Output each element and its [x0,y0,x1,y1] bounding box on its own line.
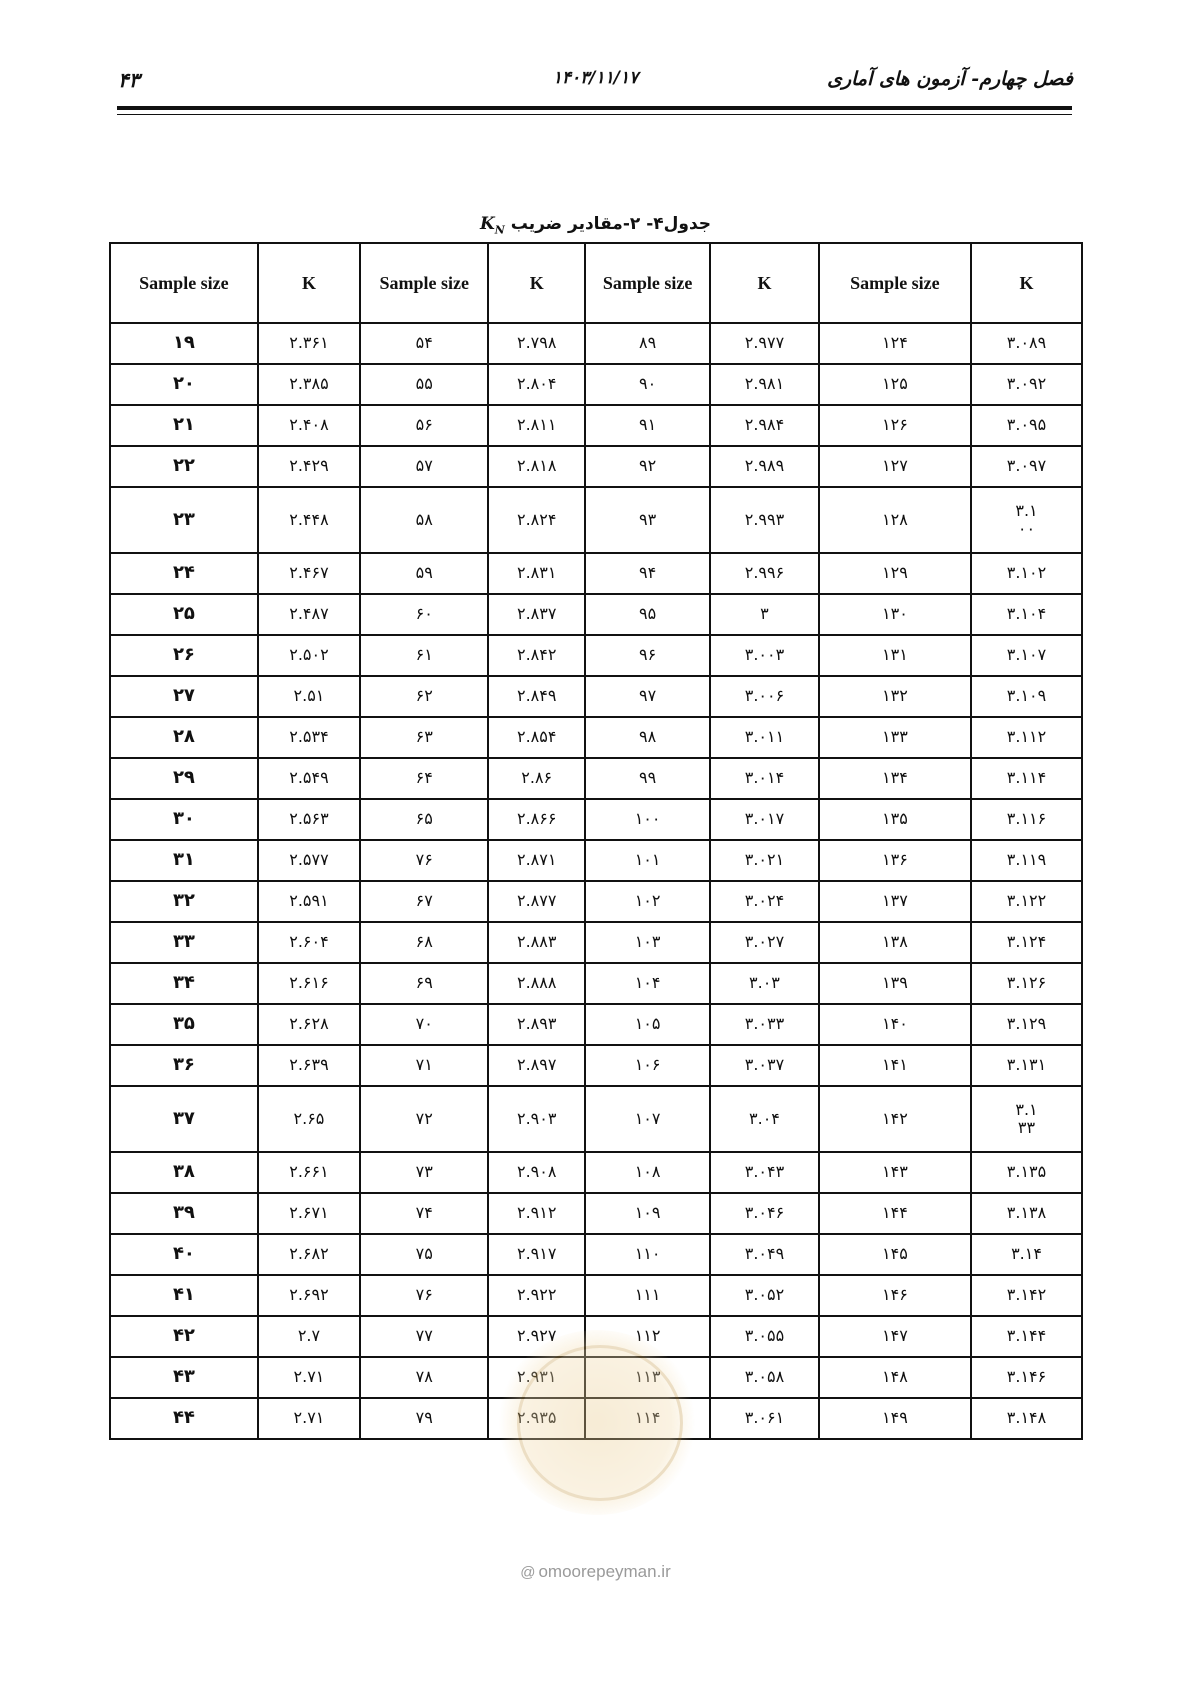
sample-size-cell: ۵۹ [360,553,488,594]
sample-size-cell: ۲۲ [110,446,258,487]
k-value-cell: ۳.۱۴۸ [971,1398,1082,1439]
k-value-cell: ۲.۸۵۴ [488,717,585,758]
sample-size-cell: ۳۵ [110,1004,258,1045]
sample-size-cell: ۱۴۳ [819,1152,971,1193]
site-url: omoorepeyman.ir [538,1562,671,1581]
k-value-cell: ۲.۷ [258,1316,360,1357]
sample-size-cell: ۷۶ [360,840,488,881]
sample-size-cell: ۱۲۷ [819,446,971,487]
sample-size-cell: ۱۳۵ [819,799,971,840]
sample-size-cell: ۵۴ [360,323,488,364]
k-value-cell: ۳.۱ ۳۳ [971,1086,1082,1152]
sample-size-cell: ۷۵ [360,1234,488,1275]
col-header-sample-size: Sample size [585,243,710,323]
site-watermark [0,1562,1191,1582]
k-value-cell: ۲.۸۳۱ [488,553,585,594]
k-value-cell: ۲.۹۸۴ [710,405,819,446]
table-row [110,635,1082,676]
sample-size-cell: ۷۳ [360,1152,488,1193]
k-value-cell: ۲.۹۱۷ [488,1234,585,1275]
sample-size-cell: ۱۴۷ [819,1316,971,1357]
k-value-cell: ۳.۰۳۷ [710,1045,819,1086]
sample-size-cell: ۱۱۳ [585,1357,710,1398]
sample-size-cell: ۲۵ [110,594,258,635]
k-value-cell: ۲.۷۹۸ [488,323,585,364]
sample-size-cell: ۶۳ [360,717,488,758]
k-value-cell: ۲.۳۶۱ [258,323,360,364]
k-value-cell: ۲.۹۲۲ [488,1275,585,1316]
k-value-cell: ۲.۴۲۹ [258,446,360,487]
sample-size-cell: ۹۴ [585,553,710,594]
table-row [110,1275,1082,1316]
table-row [110,1086,1082,1152]
sample-size-cell: ۶۵ [360,799,488,840]
sample-size-cell: ۱۳۶ [819,840,971,881]
sample-size-cell: ۵۸ [360,487,488,553]
sample-size-cell: ۱۰۰ [585,799,710,840]
sample-size-cell: ۱۰۲ [585,881,710,922]
sample-size-cell: ۳۹ [110,1193,258,1234]
table-row [110,963,1082,1004]
table-row [110,717,1082,758]
col-header-sample-size: Sample size [360,243,488,323]
table-row [110,922,1082,963]
k-value-cell: ۳.۱۰۲ [971,553,1082,594]
sample-size-cell: ۲۸ [110,717,258,758]
sample-size-cell: ۳۲ [110,881,258,922]
sample-size-cell: ۹۶ [585,635,710,676]
sample-size-cell: ۷۱ [360,1045,488,1086]
sample-size-cell: ۹۲ [585,446,710,487]
sample-size-cell: ۵۶ [360,405,488,446]
sample-size-cell: ۱۴۲ [819,1086,971,1152]
k-value-cell: ۲.۹۱۲ [488,1193,585,1234]
chapter-title: فصل چهارم- آزمون های آماری [827,68,1073,90]
sample-size-cell: ۹۸ [585,717,710,758]
k-value-cell: ۳.۰۰۳ [710,635,819,676]
sample-size-cell: ۷۰ [360,1004,488,1045]
k-value-cell: ۳.۰۵۲ [710,1275,819,1316]
sample-size-cell: ۷۹ [360,1398,488,1439]
k-value-cell: ۳.۰۲۱ [710,840,819,881]
k-value-cell: ۳.۰۵۸ [710,1357,819,1398]
k-value-cell: ۳.۰۲۷ [710,922,819,963]
sample-size-cell: ۴۳ [110,1357,258,1398]
table-body [110,323,1082,1439]
k-value-cell: ۲.۹۸۱ [710,364,819,405]
k-value-cell: ۲.۹۸۹ [710,446,819,487]
k-value-cell: ۲.۸۹۳ [488,1004,585,1045]
caption-symbol: $K_N$ [479,214,505,237]
k-value-cell: ۲.۳۸۵ [258,364,360,405]
sample-size-cell: ۱۴۹ [819,1398,971,1439]
k-value-cell: ۳.۱۱۴ [971,758,1082,799]
k-value-cell: ۳.۰۹۲ [971,364,1082,405]
sample-size-cell: ۱۱۲ [585,1316,710,1357]
col-header-k: K [258,243,360,323]
sample-size-cell: ۶۴ [360,758,488,799]
sample-size-cell: ۱۳۹ [819,963,971,1004]
k-value-cell: ۳.۱۴۲ [971,1275,1082,1316]
sample-size-cell: ۹۳ [585,487,710,553]
k-value-cell: ۲.۵۷۷ [258,840,360,881]
sample-size-cell: ۱۲۵ [819,364,971,405]
k-value-cell: ۲.۸۱۱ [488,405,585,446]
k-value-cell: ۲.۹۳۱ [488,1357,585,1398]
caption-text: جدول۴- ۲-مقادیر ضریب [510,214,712,234]
k-value-cell: ۲.۹۰۳ [488,1086,585,1152]
k-value-cell: ۲.۵۹۱ [258,881,360,922]
sample-size-cell: ۵۵ [360,364,488,405]
k-value-cell: ۲.۸۸۸ [488,963,585,1004]
sample-size-cell: ۶۷ [360,881,488,922]
k-value-cell: ۲.۴۸۷ [258,594,360,635]
k-value-cell: ۳.۱۳۵ [971,1152,1082,1193]
table-row [110,1004,1082,1045]
sample-size-cell: ۱۰۵ [585,1004,710,1045]
k-value-cell: ۲.۹۲۷ [488,1316,585,1357]
table-row [110,1398,1082,1439]
sample-size-cell: ۱۲۹ [819,553,971,594]
sample-size-cell: ۷۲ [360,1086,488,1152]
sample-size-cell: ۱۰۱ [585,840,710,881]
k-value-cell: ۲.۸۴۲ [488,635,585,676]
k-value-cell: ۲.۸۶ [488,758,585,799]
sample-size-cell: ۱۴۰ [819,1004,971,1045]
k-value-cell: ۲.۴۰۸ [258,405,360,446]
sample-size-cell: ۲۹ [110,758,258,799]
k-value-cell: ۳.۱۲۲ [971,881,1082,922]
sample-size-cell: ۳۴ [110,963,258,1004]
k-value-cell: ۲.۵۶۳ [258,799,360,840]
sample-size-cell: ۶۸ [360,922,488,963]
k-value-cell: ۳.۱۴ [971,1234,1082,1275]
k-value-cell: ۲.۹۹۶ [710,553,819,594]
sample-size-cell: ۱۳۴ [819,758,971,799]
table-row [110,323,1082,364]
table-row [110,1045,1082,1086]
k-value-cell: ۳.۰۱۱ [710,717,819,758]
sample-size-cell: ۴۱ [110,1275,258,1316]
k-value-cell: ۳.۰۱۷ [710,799,819,840]
col-header-sample-size: Sample size [819,243,971,323]
sample-size-cell: ۱۴۵ [819,1234,971,1275]
sample-size-cell: ۱۰۹ [585,1193,710,1234]
sample-size-cell: ۱۱۱ [585,1275,710,1316]
sample-size-cell: ۹۱ [585,405,710,446]
k-value-cell: ۲.۸۲۴ [488,487,585,553]
col-header-k: K [971,243,1082,323]
sample-size-cell: ۶۹ [360,963,488,1004]
sample-size-cell: ۲۶ [110,635,258,676]
k-value-cell: ۳.۰۳ [710,963,819,1004]
k-value-cell: ۲.۶۸۲ [258,1234,360,1275]
header-rule-thick [117,106,1072,110]
sample-size-cell: ۲۳ [110,487,258,553]
sample-size-cell: ۲۴ [110,553,258,594]
col-header-sample-size: Sample size [110,243,258,323]
k-value-cell: ۳.۱ ۰۰ [971,487,1082,553]
k-value-cell: ۳.۰۹۷ [971,446,1082,487]
sample-size-cell: ۱۰۷ [585,1086,710,1152]
sample-size-cell: ۱۲۴ [819,323,971,364]
k-value-cell: ۲.۸۷۷ [488,881,585,922]
k-value-cell: ۳.۱۰۹ [971,676,1082,717]
table-row [110,1152,1082,1193]
page-number: ۴۳ [118,68,140,92]
sample-size-cell: ۱۳۷ [819,881,971,922]
sample-size-cell: ۷۷ [360,1316,488,1357]
k-value-cell: ۳.۰۸۹ [971,323,1082,364]
sample-size-cell: ۳۶ [110,1045,258,1086]
k-value-cell: ۳.۱۱۶ [971,799,1082,840]
table-header-row [110,243,1082,323]
table-row [110,758,1082,799]
sample-size-cell: ۳۳ [110,922,258,963]
sample-size-cell: ۸۹ [585,323,710,364]
k-value-cell: ۳.۱۱۹ [971,840,1082,881]
k-value-cell: ۳.۰۰۶ [710,676,819,717]
sample-size-cell: ۱۴۴ [819,1193,971,1234]
col-header-k: K [710,243,819,323]
k-value-cell: ۳.۱۴۴ [971,1316,1082,1357]
k-value-cell: ۲.۷۱ [258,1398,360,1439]
k-value-cell: ۲.۵۴۹ [258,758,360,799]
sample-size-cell: ۳۰ [110,799,258,840]
k-value-cell: ۳.۱۰۷ [971,635,1082,676]
k-value-cell: ۲.۸۸۳ [488,922,585,963]
k-value-cell: ۳.۰۵۵ [710,1316,819,1357]
sample-size-cell: ۱۰۴ [585,963,710,1004]
k-value-cell: ۳.۱۲۶ [971,963,1082,1004]
table-row [110,1357,1082,1398]
k-value-cell: ۳.۱۱۲ [971,717,1082,758]
k-value-cell: ۳.۱۰۴ [971,594,1082,635]
k-value-cell: ۳ [710,594,819,635]
sample-size-cell: ۱۱۴ [585,1398,710,1439]
table-row [110,1316,1082,1357]
header-rule-thin [117,114,1072,115]
table-row [110,405,1082,446]
k-value-cell: ۳.۱۲۴ [971,922,1082,963]
k-value-cell: ۲.۴۶۷ [258,553,360,594]
sample-size-cell: ۱۲۸ [819,487,971,553]
table-row [110,553,1082,594]
table-row [110,881,1082,922]
sample-size-cell: ۴۰ [110,1234,258,1275]
k-value-cell: ۳.۰۴ [710,1086,819,1152]
sample-size-cell: ۳۱ [110,840,258,881]
table-row [110,487,1082,553]
sample-size-cell: ۲۷ [110,676,258,717]
k-value-cell: ۳.۰۹۵ [971,405,1082,446]
sample-size-cell: ۵۷ [360,446,488,487]
sample-size-cell: ۹۰ [585,364,710,405]
k-value-cell: ۲.۹۹۳ [710,487,819,553]
table-row [110,364,1082,405]
sample-size-cell: ۳۷ [110,1086,258,1152]
k-value-cell: ۳.۰۳۳ [710,1004,819,1045]
k-value-cell: ۲.۷۱ [258,1357,360,1398]
table-row [110,446,1082,487]
table-row [110,594,1082,635]
sample-size-cell: ۱۱۰ [585,1234,710,1275]
table-row [110,676,1082,717]
k-value-cell: ۳.۰۲۴ [710,881,819,922]
sample-size-cell: ۱۳۸ [819,922,971,963]
sample-size-cell: ۴۲ [110,1316,258,1357]
k-value-cell: ۲.۶۹۲ [258,1275,360,1316]
k-value-cell: ۲.۸۹۷ [488,1045,585,1086]
sample-size-cell: ۹۷ [585,676,710,717]
kn-table [109,242,1083,1440]
k-value-cell: ۲.۸۰۴ [488,364,585,405]
k-value-cell: ۲.۸۶۶ [488,799,585,840]
k-value-cell: ۲.۶۲۸ [258,1004,360,1045]
k-value-cell: ۳.۰۱۴ [710,758,819,799]
k-value-cell: ۲.۶۱۶ [258,963,360,1004]
k-value-cell: ۳.۰۴۹ [710,1234,819,1275]
sample-size-cell: ۱۳۰ [819,594,971,635]
k-value-cell: ۳.۱۲۹ [971,1004,1082,1045]
sample-size-cell: ۷۸ [360,1357,488,1398]
sample-size-cell: ۳۸ [110,1152,258,1193]
table-row [110,799,1082,840]
k-value-cell: ۲.۵۰۲ [258,635,360,676]
sample-size-cell: ۱۹ [110,323,258,364]
table-row [110,1193,1082,1234]
k-value-cell: ۳.۰۶۱ [710,1398,819,1439]
k-value-cell: ۲.۹۷۷ [710,323,819,364]
sample-size-cell: ۷۶ [360,1275,488,1316]
sample-size-cell: ۱۳۳ [819,717,971,758]
sample-size-cell: ۱۰۸ [585,1152,710,1193]
sample-size-cell: ۱۰۳ [585,922,710,963]
sample-size-cell: ۱۴۶ [819,1275,971,1316]
table-row [110,1234,1082,1275]
k-value-cell: ۲.۶۶۱ [258,1152,360,1193]
sample-size-cell: ۲۱ [110,405,258,446]
k-value-cell: ۲.۴۴۸ [258,487,360,553]
sample-size-cell: ۷۴ [360,1193,488,1234]
sample-size-cell: ۶۰ [360,594,488,635]
at-sign-icon: @ [520,1564,536,1581]
table-caption [0,214,1191,236]
k-value-cell: ۳.۱۳۱ [971,1045,1082,1086]
k-value-cell: ۳.۱۳۸ [971,1193,1082,1234]
sample-size-cell: ۲۰ [110,364,258,405]
k-value-cell: ۲.۸۳۷ [488,594,585,635]
k-value-cell: ۲.۵۱ [258,676,360,717]
sample-size-cell: ۱۴۸ [819,1357,971,1398]
k-value-cell: ۲.۹۳۵ [488,1398,585,1439]
sample-size-cell: ۱۳۲ [819,676,971,717]
sample-size-cell: ۱۴۱ [819,1045,971,1086]
k-value-cell: ۲.۵۳۴ [258,717,360,758]
k-value-cell: ۲.۸۷۱ [488,840,585,881]
sample-size-cell: ۱۰۶ [585,1045,710,1086]
header-date: ۱۴۰۳/۱۱/۱۷ [552,68,639,88]
k-value-cell: ۲.۶۳۹ [258,1045,360,1086]
sample-size-cell: ۶۲ [360,676,488,717]
sample-size-cell: ۱۳۱ [819,635,971,676]
table-row [110,840,1082,881]
k-value-cell: ۲.۶۷۱ [258,1193,360,1234]
sample-size-cell: ۱۲۶ [819,405,971,446]
col-header-k: K [488,243,585,323]
k-value-cell: ۳.۰۴۳ [710,1152,819,1193]
sample-size-cell: ۶۱ [360,635,488,676]
sample-size-cell: ۹۹ [585,758,710,799]
k-value-cell: ۲.۸۱۸ [488,446,585,487]
k-value-cell: ۳.۰۴۶ [710,1193,819,1234]
k-value-cell: ۲.۹۰۸ [488,1152,585,1193]
k-value-cell: ۳.۱۴۶ [971,1357,1082,1398]
sample-size-cell: ۹۵ [585,594,710,635]
sample-size-cell: ۴۴ [110,1398,258,1439]
k-value-cell: ۲.۶۵ [258,1086,360,1152]
k-value-cell: ۲.۶۰۴ [258,922,360,963]
k-value-cell: ۲.۸۴۹ [488,676,585,717]
